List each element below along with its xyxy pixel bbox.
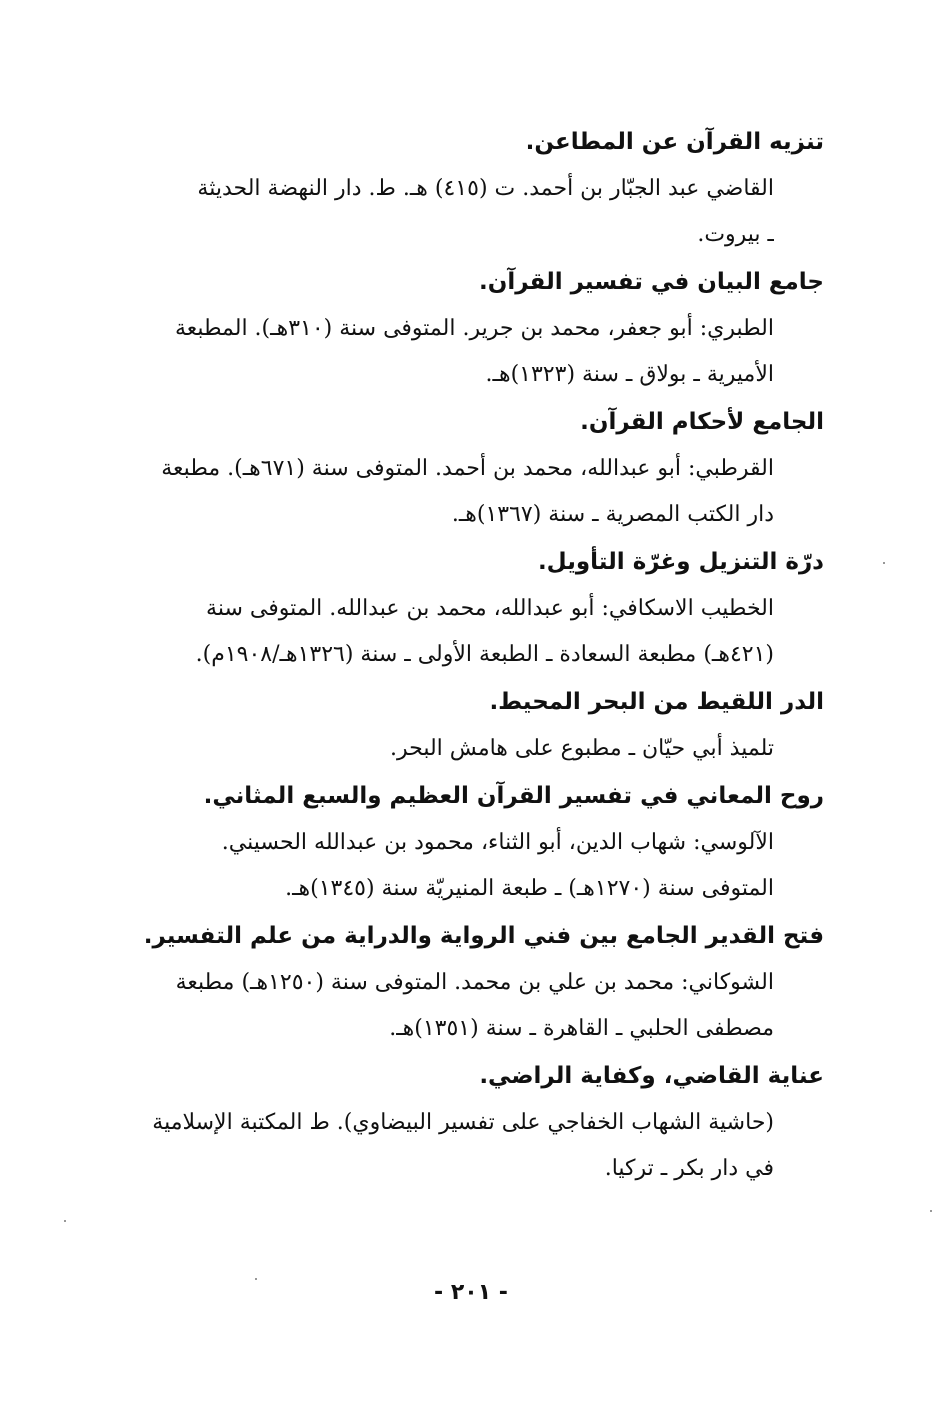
entry-line: دار الكتب المصرية ـ سنة (١٣٦٧)هـ. — [451, 502, 774, 527]
entry-line: المتوفى سنة (١٢٧٠هـ) ـ طبعة المنيريّة سنة (١٣٤٥)هـ. — [285, 876, 774, 901]
entry-line: الطبري: أبو جعفر، محمد بن جرير. المتوفى سنة (٣١٠هـ). المطبعة — [174, 316, 774, 341]
bibliography-entry — [148, 258, 824, 398]
entry-line: (حاشية الشهاب الخفاجي على تفسير البيضاوي). ط المكتبة الإسلامية — [152, 1110, 774, 1135]
entry-title: تنزيه القرآن عن المطاعن. — [525, 129, 824, 155]
entry-body — [148, 166, 774, 258]
entry-line: الأميرية ـ بولاق ـ سنة (١٣٢٣)هـ. — [485, 362, 774, 387]
bibliography-entry — [148, 1052, 824, 1192]
scan-speck — [883, 562, 885, 564]
entry-line: ـ بيروت. — [697, 222, 774, 247]
entry-line: الشوكاني: محمد بن علي بن محمد. المتوفى سنة (١٢٥٠هـ) مطبعة — [175, 970, 774, 995]
bibliography-list — [143, 118, 824, 1192]
entry-title: روح المعاني في تفسير القرآن العظيم والسبع المثاني. — [203, 783, 824, 809]
entry-line: القاضي عبد الجبّار بن أحمد. ت (٤١٥) هـ. ط. دار النهضة الحديثة — [197, 176, 774, 201]
entry-line: الآلوسي: شهاب الدين، أبو الثناء، محمود بن عبدالله الحسيني. — [221, 830, 774, 855]
entry-body — [148, 726, 774, 772]
entry-title: درّة التنزيل وغرّة التأويل. — [537, 549, 824, 575]
scan-speck — [930, 1210, 932, 1212]
entry-line: القرطبي: أبو عبدالله، محمد بن أحمد. المتوفى سنة (٦٧١هـ). مطبعة — [161, 456, 774, 481]
scan-speck — [64, 1220, 66, 1222]
entry-body — [148, 586, 774, 678]
bibliography-entry — [143, 912, 824, 1052]
entry-line: الخطيب الاسكافي: أبو عبدالله، محمد بن عبدالله. المتوفى سنة — [206, 596, 774, 621]
bibliography-entry — [148, 398, 824, 538]
entry-title: جامع البيان في تفسير القرآن. — [478, 269, 824, 295]
bibliography-entry — [148, 678, 824, 772]
entry-title: عناية القاضي، وكفاية الراضي. — [479, 1063, 824, 1089]
page-number: - ٢٠١ - — [434, 1280, 508, 1305]
entry-line: في دار بكر ـ تركيا. — [604, 1156, 774, 1181]
entry-line: تلميذ أبي حيّان ـ مطبوع على هامش البحر. — [389, 736, 774, 761]
bibliography-entry — [148, 538, 824, 678]
entry-title: فتح القدير الجامع بين فني الرواية والدراية من علم التفسير. — [143, 923, 824, 949]
entry-body — [148, 446, 774, 538]
scan-speck — [255, 1278, 257, 1280]
bibliography-entry — [148, 118, 824, 258]
entry-body — [148, 820, 774, 912]
entry-title: الدر اللقيط من البحر المحيط. — [489, 689, 824, 715]
entry-body — [148, 960, 774, 1052]
entry-body — [148, 306, 774, 398]
entry-body — [148, 1100, 774, 1192]
entry-title: الجامع لأحكام القرآن. — [580, 409, 824, 435]
entry-line: مصطفى الحلبي ـ القاهرة ـ سنة (١٣٥١)هـ. — [389, 1016, 774, 1041]
entry-line: (٤٢١هـ) مطبعة السعادة ـ الطبعة الأولى ـ سنة (١٣٢٦هـ/١٩٠٨م). — [195, 642, 774, 667]
bibliography-entry — [148, 772, 824, 912]
